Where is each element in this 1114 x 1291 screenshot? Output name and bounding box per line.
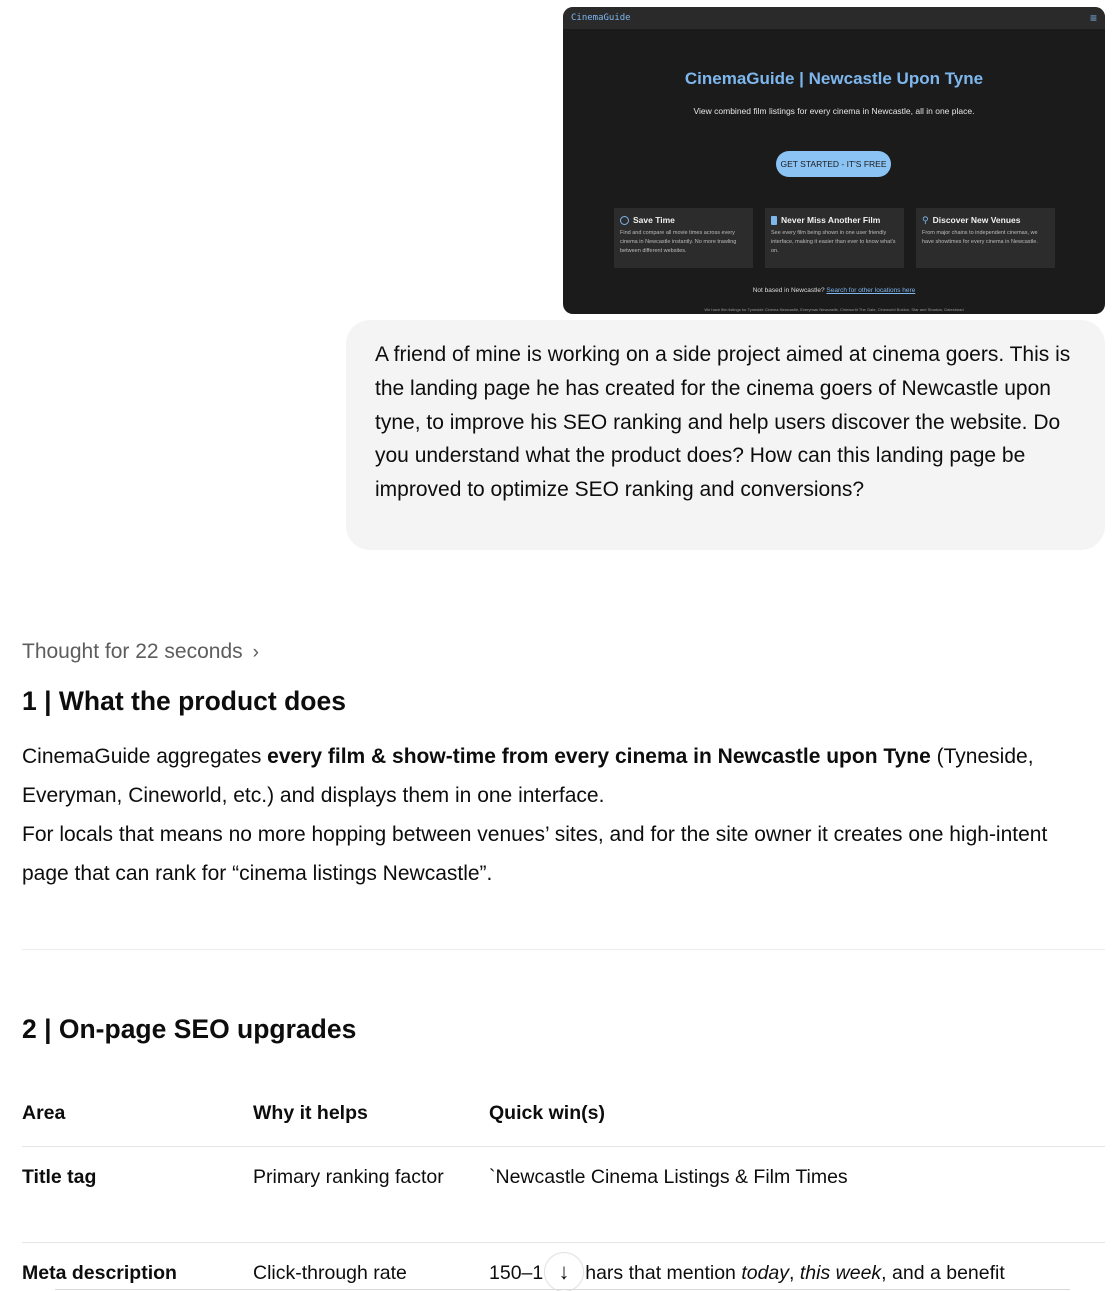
quick-sep: , [789, 1262, 800, 1284]
preview-feature-cards [614, 208, 1055, 268]
film-icon [771, 216, 777, 225]
preview-hero-title: CinemaGuide | Newcastle Upon Tyne [684, 69, 984, 88]
preview-card-never-miss [765, 208, 904, 268]
cell-why: Click-through rate [253, 1262, 407, 1284]
header-why: Why it helps [253, 1102, 368, 1124]
scroll-down-button[interactable] [544, 1252, 584, 1291]
table-row [22, 1147, 1105, 1243]
card-title: Never Miss Another Film [781, 215, 881, 225]
paragraph-product [22, 737, 1092, 815]
search-icon: ⚲ [922, 214, 929, 225]
cell-quick: `Newcastle Cinema Listings & Film Times [489, 1166, 848, 1188]
card-body: From major chains to independent cinemas, we have showtimes for every cinema in Newcastle. [922, 230, 1038, 245]
preview-hero-subtitle: View combined film listings for every cinema in Newcastle, all in one place. [693, 106, 975, 116]
paragraph-locals: For locals that means no more hopping between venues’ sites, and for the site owner it creates one high-intent page that can rank for “cinema listings Newcastle”. [22, 823, 1048, 885]
card-body: Find and compare all movie times across every cinema in Newcastle instantly. No more trawling between different websites. [620, 230, 737, 254]
emphasis-this-week: this week [799, 1262, 882, 1284]
quick-text: 150–1 [489, 1262, 544, 1284]
preview-cta-button: GET STARTED - IT'S FREE [776, 151, 891, 177]
user-message-bubble: A friend of mine is working on a side project aimed at cinema goers. This is the landing page he has created for the cinema goers of Newcastle upon tyne, to improve his SEO ranking and help users discover the website. Do you understand what the product does? How can this landing page be improved to optimize SEO ranking and conversions? [346, 320, 1105, 550]
cell-area: Title tag [22, 1166, 97, 1188]
divider [22, 949, 1105, 950]
attached-screenshot[interactable] [563, 7, 1105, 314]
cell-why: Primary ranking factor [253, 1166, 444, 1188]
header-area: Area [22, 1102, 66, 1124]
arrow-down-icon: ↓ [558, 1259, 570, 1284]
preview-footer: We have film listings for Tyneside Cinema Newcastle, Everyman Newcastle, Cineworld The Gate, Cineworld Boldon, Star and Shadow, Gateshead [704, 307, 964, 312]
emphasis-today: today [741, 1262, 790, 1284]
card-title: Discover New Venues [932, 215, 1021, 225]
card-body: See every film being shown in one user friendly interface, making it easier than ever to know what's on. [771, 230, 896, 254]
preview-brand: CinemaGuide [571, 13, 631, 23]
thought-label: Thought for 22 seconds [22, 640, 243, 663]
quick-text-end: , and a benefit [881, 1262, 1005, 1284]
card-title: Save Time [633, 215, 675, 225]
preview-not-based [563, 287, 1105, 294]
other-locations-link: Search for other locations here [826, 287, 916, 294]
preview-card-save-time [614, 208, 753, 268]
p1-text: CinemaGuide aggregates [22, 745, 268, 768]
section-title-seo: 2 | On-page SEO upgrades [22, 1014, 357, 1044]
table-header-row [22, 1090, 1105, 1147]
quick-text-mid: hars that mention [585, 1262, 742, 1284]
p1-text-end: (Tyneside, Everyman, Cineworld, etc.) and displays them in one interface. [22, 745, 1034, 807]
thought-toggle[interactable] [22, 640, 259, 664]
chevron-right-icon: › [252, 642, 259, 663]
preview-card-discover [916, 208, 1055, 268]
composer-top-border [55, 1289, 1070, 1290]
p1-bold: every film & show-time from every cinema in Newcastle upon Tyne [267, 745, 931, 768]
section-title-product: 1 | What the product does [22, 686, 346, 716]
hamburger-menu-icon: ≡ [1089, 11, 1097, 25]
cell-area: Meta description [22, 1262, 177, 1284]
header-quick: Quick win(s) [489, 1102, 605, 1124]
clock-icon [620, 216, 629, 225]
preview-navbar [563, 7, 1105, 29]
not-based-text: Not based in Newcastle? [752, 287, 825, 294]
